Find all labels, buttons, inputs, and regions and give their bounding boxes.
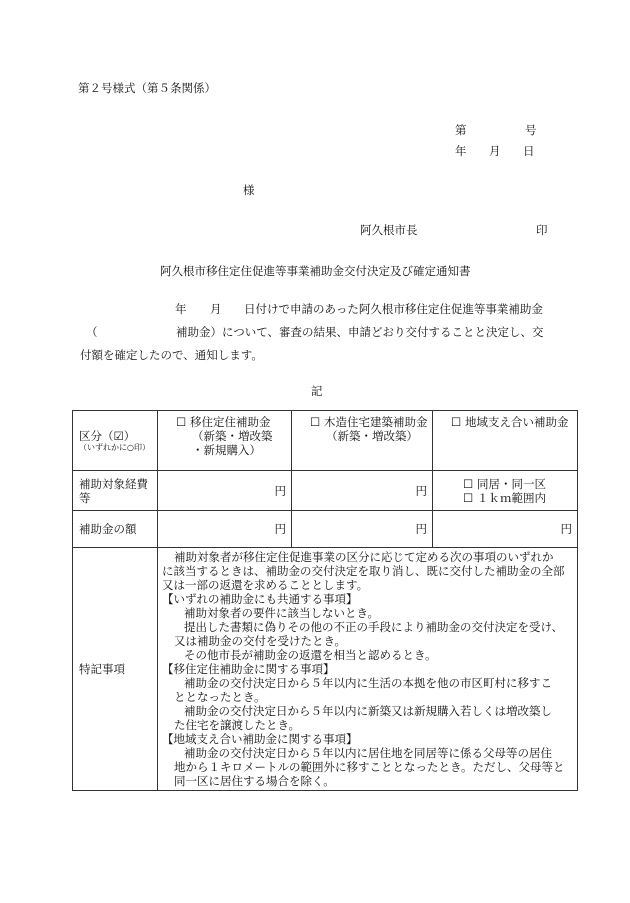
date-month: 月 [489,144,501,158]
table-row-notes [73,548,578,791]
option-sub-1: （新築・増改築 [192,429,273,443]
number-dai: 第 [455,123,467,137]
notes-label: 特記事項 [73,548,158,791]
note-line: た住宅を譲渡したとき。 [174,718,301,732]
expense-label-1: 補助対象経費 [79,476,148,491]
body-paragraph [80,298,560,367]
body-month: 月 [210,302,222,316]
body-year: 年 [175,302,187,316]
issuer [360,222,548,238]
table-row-kubun [73,411,578,471]
document-number [455,122,537,138]
note-heading: 【いずれの補助金にも共通する事項】 [162,592,358,606]
distance-option-label: １ｋｍ範囲内 [476,490,546,505]
note-line: に該当するときは、補助金の交付決定を取り消し、既に交付した補助金の全部 [162,564,565,578]
distance-option-1km[interactable] [463,491,577,505]
note-line: 同一区に居住する場合を除く。 [174,774,335,788]
note-line: 補助金の交付決定日から５年以内に新築又は新規購入若しくは増改築し [184,704,552,718]
body-line-2-text: 補助金）について、審査の結果、申請どおり交付することと決定し、交 [176,325,544,339]
kubun-label: 区分（☑） [79,428,136,443]
document-date [455,143,535,159]
option-cell-wooden-house[interactable] [292,411,433,471]
number-go: 号 [525,123,537,137]
distance-option-label: 同居・同一区 [476,476,546,491]
note-heading: 【地域支え合い補助金に関する事項】 [162,732,358,746]
note-line: その他市長が補助金の返還を相当と認めるとき。 [184,648,437,662]
table-row-expense [73,471,578,511]
addressee: 様 [243,183,255,197]
note-line: 補助金の交付決定日から５年以内に生活の本拠を他の市区町村に移すこ [184,676,552,690]
body-line-3-text: 付額を確定したので、通知します。 [80,348,263,362]
option-sub-2: ・新規購入） [192,443,261,457]
option-label: 木造住宅建築補助金 [323,415,428,429]
form-number-label: 第２号様式（第５条関係） [78,81,216,95]
checkbox-icon[interactable]: ☐ [463,476,474,491]
checkbox-icon[interactable]: ☐ [176,415,187,429]
body-line-2 [80,321,560,344]
note-line: 又は補助金の交付を受けたとき。 [174,634,347,648]
note-line: 又は一部の返還を求めることとします。 [162,578,369,592]
checkbox-icon[interactable]: ☐ [451,415,462,429]
expense-distance-options [433,471,578,511]
body-line-1-text: 日付けで申請のあった阿久根市移住定住促進等事業補助金 [244,302,543,316]
option-cell-migration[interactable] [158,411,292,471]
subsidy-table [72,410,578,791]
issuer-name: 阿久根市長 [360,223,418,237]
note-line: 地から１キロメートルの範囲外に移すこととなったとき。ただし、父母等と [174,760,565,774]
amount-yen-2[interactable]: 円 [292,511,433,548]
ki-heading: 記 [311,384,323,398]
expense-label-2: 等 [79,490,91,505]
checkbox-icon[interactable]: ☐ [463,490,474,505]
note-line: ととなったとき。 [174,690,266,704]
expense-yen-2[interactable]: 円 [292,471,433,511]
note-heading: 【移住定住補助金に関する事項】 [162,662,335,676]
option-label: 移住定住補助金 [189,415,271,429]
distance-option-same-district[interactable] [463,477,577,491]
date-year: 年 [455,144,467,158]
expense-label-cell [73,471,158,511]
amount-yen-3[interactable]: 円 [433,511,578,548]
expense-yen-1[interactable]: 円 [158,471,292,511]
note-line: 補助対象者の要件に該当しないとき。 [184,606,380,620]
kubun-sub-label: （いずれかに○印） [79,442,150,452]
table-row-amount [73,511,578,548]
body-line-1 [80,298,560,321]
notes-content [158,548,578,791]
date-day: 日 [523,144,535,158]
body-paren-open: （ [86,325,98,339]
option-sub-1: （新築・増改築） [326,429,418,443]
seal-mark: 印 [536,223,548,237]
option-cell-community-support[interactable] [433,411,578,471]
amount-label: 補助金の額 [73,511,158,548]
body-line-3 [80,344,560,367]
kubun-label-cell [73,411,158,471]
checkbox-icon[interactable]: ☐ [310,415,321,429]
amount-yen-1[interactable]: 円 [158,511,292,548]
note-line: 補助対象者が移住定住促進事業の区分に応じて定める次の事項のいずれか [174,550,554,564]
document-title: 阿久根市移住定住促進等事業補助金交付決定及び確定通知書 [160,264,471,278]
note-line: 提出した書類に偽りその他の不正の手段により補助金の交付決定を受け、 [184,620,564,634]
option-label: 地域支え合い補助金 [464,415,569,429]
note-line: 補助金の交付決定日から５年以内に居住地を同居等に係る父母等の居住 [184,746,552,760]
